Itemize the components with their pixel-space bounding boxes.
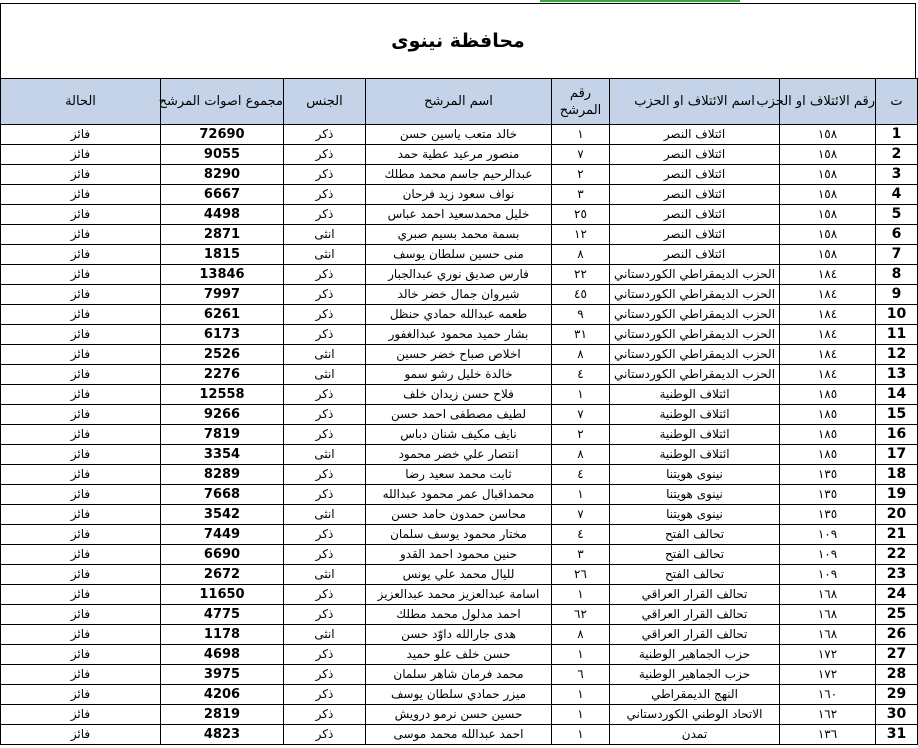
row-votes-cell[interactable]: 7449 <box>161 525 284 545</box>
row-gender-cell[interactable]: ذكر <box>284 205 366 225</box>
row-status-cell[interactable]: فائز <box>1 445 161 465</box>
row-status-cell[interactable]: فائز <box>1 165 161 185</box>
row-seq-cell[interactable]: 10 <box>876 305 918 325</box>
table-row <box>1 345 918 365</box>
row-votes-cell[interactable]: 6667 <box>161 185 284 205</box>
row-gender-cell[interactable]: ذكر <box>284 545 366 565</box>
row-votes-cell[interactable]: 1815 <box>161 245 284 265</box>
row-candidate-number-cell[interactable]: ١ <box>552 645 610 665</box>
row-candidate-number-cell[interactable]: ٨ <box>552 245 610 265</box>
row-list-name-cell[interactable]: نينوى هويتنا <box>610 465 780 485</box>
row-status-cell[interactable]: فائز <box>1 605 161 625</box>
row-gender-cell[interactable]: انثى <box>284 625 366 645</box>
row-list-name-cell[interactable]: نينوى هويتنا <box>610 505 780 525</box>
row-list-number-cell[interactable]: ١٨٥ <box>780 385 876 405</box>
row-list-name-cell[interactable]: تحالف القرار العراقي <box>610 625 780 645</box>
row-votes-cell[interactable]: 6173 <box>161 325 284 345</box>
row-list-name-cell[interactable]: الحزب الديمقراطي الكوردستاني <box>610 325 780 345</box>
row-list-name-cell[interactable]: ائتلاف الوطنية <box>610 385 780 405</box>
row-gender-cell[interactable]: انثى <box>284 345 366 365</box>
row-list-name-cell[interactable]: ائتلاف النصر <box>610 225 780 245</box>
row-gender-cell[interactable]: ذكر <box>284 705 366 725</box>
row-list-number-cell[interactable]: ١٨٤ <box>780 285 876 305</box>
row-list-name-cell[interactable]: ائتلاف النصر <box>610 205 780 225</box>
row-list-number-cell[interactable]: ١٨٤ <box>780 305 876 325</box>
row-candidate-name-cell[interactable]: نايف مكيف شنان دباس <box>366 425 552 445</box>
row-votes-cell[interactable]: 2819 <box>161 705 284 725</box>
header-gender[interactable]: الجنس <box>284 79 366 125</box>
row-candidate-number-cell[interactable]: ٤ <box>552 365 610 385</box>
table-row <box>1 325 918 345</box>
table-row <box>1 485 918 505</box>
row-candidate-number-cell[interactable]: ٢ <box>552 165 610 185</box>
row-seq-cell[interactable]: 12 <box>876 345 918 365</box>
row-list-number-cell[interactable]: ١٨٤ <box>780 325 876 345</box>
row-status-cell[interactable]: فائز <box>1 705 161 725</box>
row-votes-cell[interactable]: 7819 <box>161 425 284 445</box>
row-seq-cell[interactable]: 15 <box>876 405 918 425</box>
row-seq-cell[interactable]: 26 <box>876 625 918 645</box>
row-votes-cell[interactable]: 7997 <box>161 285 284 305</box>
row-candidate-name-cell[interactable]: مختار محمود يوسف سلمان <box>366 525 552 545</box>
row-seq-cell[interactable]: 4 <box>876 185 918 205</box>
row-list-number-cell[interactable]: ١٣٥ <box>780 485 876 505</box>
table-row <box>1 545 918 565</box>
row-gender-cell[interactable]: ذكر <box>284 645 366 665</box>
row-list-name-cell[interactable]: تحالف الفتح <box>610 565 780 585</box>
row-gender-cell[interactable]: ذكر <box>284 585 366 605</box>
row-status-cell[interactable]: فائز <box>1 225 161 245</box>
table-row <box>1 725 918 745</box>
row-list-name-cell[interactable]: الحزب الديمقراطي الكوردستاني <box>610 285 780 305</box>
row-gender-cell[interactable]: انثى <box>284 445 366 465</box>
row-candidate-number-cell[interactable]: ١ <box>552 725 610 745</box>
row-status-cell[interactable]: فائز <box>1 525 161 545</box>
row-status-cell[interactable]: فائز <box>1 505 161 525</box>
row-gender-cell[interactable]: انثى <box>284 365 366 385</box>
row-gender-cell[interactable]: ذكر <box>284 465 366 485</box>
row-list-number-cell[interactable]: ١٦٨ <box>780 585 876 605</box>
row-candidate-name-cell[interactable]: محمداقبال عمر محمود عبدالله <box>366 485 552 505</box>
row-list-name-cell[interactable]: الاتحاد الوطني الكوردستاني <box>610 705 780 725</box>
row-candidate-number-cell[interactable]: ١٢ <box>552 225 610 245</box>
table-row <box>1 145 918 165</box>
row-candidate-number-cell[interactable]: ١ <box>552 385 610 405</box>
table-row <box>1 605 918 625</box>
row-list-number-cell[interactable]: ١٦٨ <box>780 605 876 625</box>
row-votes-cell[interactable]: 4775 <box>161 605 284 625</box>
row-candidate-number-cell[interactable]: ٢٦ <box>552 565 610 585</box>
row-votes-cell[interactable]: 2526 <box>161 345 284 365</box>
header-votes[interactable]: مجموع اصوات المرشح <box>161 79 284 125</box>
row-candidate-number-cell[interactable]: ٤ <box>552 465 610 485</box>
row-candidate-name-cell[interactable]: ثابت محمد سعيد رضا <box>366 465 552 485</box>
table-row <box>1 285 918 305</box>
table-row <box>1 245 918 265</box>
row-candidate-name-cell[interactable]: خالدة خليل رشو سمو <box>366 365 552 385</box>
row-status-cell[interactable]: فائز <box>1 345 161 365</box>
row-votes-cell[interactable]: 1178 <box>161 625 284 645</box>
row-list-number-cell[interactable]: ١٣٦ <box>780 725 876 745</box>
header-list-number[interactable]: رقم الائتلاف او الحزب <box>780 79 876 125</box>
row-list-number-cell[interactable]: ١٦٠ <box>780 685 876 705</box>
row-status-cell[interactable]: فائز <box>1 385 161 405</box>
row-list-name-cell[interactable]: الحزب الديمقراطي الكوردستاني <box>610 345 780 365</box>
row-gender-cell[interactable]: انثى <box>284 505 366 525</box>
row-votes-cell[interactable]: 2871 <box>161 225 284 245</box>
header-candidate-number[interactable]: رقم المرشح <box>552 79 610 125</box>
row-candidate-name-cell[interactable]: نواف سعود زيد فرحان <box>366 185 552 205</box>
row-gender-cell[interactable]: ذكر <box>284 285 366 305</box>
row-candidate-name-cell[interactable]: فلاح حسن زيدان خلف <box>366 385 552 405</box>
row-candidate-name-cell[interactable]: فارس صديق نوري عبدالجبار <box>366 265 552 285</box>
row-status-cell[interactable]: فائز <box>1 425 161 445</box>
row-candidate-name-cell[interactable]: بشار حميد محمود عبدالغفور <box>366 325 552 345</box>
row-gender-cell[interactable]: ذكر <box>284 185 366 205</box>
row-seq-cell[interactable]: 17 <box>876 445 918 465</box>
row-candidate-name-cell[interactable]: بسمة محمد بسيم صبري <box>366 225 552 245</box>
row-seq-cell[interactable]: 6 <box>876 225 918 245</box>
row-votes-cell[interactable]: 6690 <box>161 545 284 565</box>
row-votes-cell[interactable]: 2672 <box>161 565 284 585</box>
row-candidate-number-cell[interactable]: ٧ <box>552 505 610 525</box>
table-row <box>1 445 918 465</box>
row-gender-cell[interactable]: ذكر <box>284 265 366 285</box>
row-seq-cell[interactable]: 19 <box>876 485 918 505</box>
row-list-number-cell[interactable]: ١٥٨ <box>780 125 876 145</box>
row-seq-cell[interactable]: 25 <box>876 605 918 625</box>
row-list-number-cell[interactable]: ١٥٨ <box>780 145 876 165</box>
row-votes-cell[interactable]: 8290 <box>161 165 284 185</box>
selection-indicator <box>540 0 740 2</box>
title-cell[interactable] <box>0 3 916 78</box>
row-list-name-cell[interactable]: تحالف الفتح <box>610 545 780 565</box>
row-candidate-name-cell[interactable]: شيروان جمال خضر خالد <box>366 285 552 305</box>
row-candidate-name-cell[interactable]: ميزر حمادي سلطان يوسف <box>366 685 552 705</box>
row-candidate-number-cell[interactable]: ٨ <box>552 345 610 365</box>
header-candidate-name[interactable]: اسم المرشح <box>366 79 552 125</box>
row-candidate-number-cell[interactable]: ١ <box>552 585 610 605</box>
row-candidate-name-cell[interactable]: احمد عبدالله محمد موسى <box>366 725 552 745</box>
row-status-cell[interactable]: فائز <box>1 245 161 265</box>
row-status-cell[interactable]: فائز <box>1 365 161 385</box>
row-status-cell[interactable]: فائز <box>1 485 161 505</box>
row-candidate-number-cell[interactable]: ٦٢ <box>552 605 610 625</box>
row-votes-cell[interactable]: 8289 <box>161 465 284 485</box>
row-candidate-number-cell[interactable]: ٢٢ <box>552 265 610 285</box>
row-gender-cell[interactable]: ذكر <box>284 725 366 745</box>
row-list-name-cell[interactable]: ائتلاف النصر <box>610 245 780 265</box>
page-title: محافظة نينوى <box>391 30 525 52</box>
table-row <box>1 645 918 665</box>
row-list-number-cell[interactable]: ١٨٤ <box>780 265 876 285</box>
row-list-number-cell[interactable]: ١٠٩ <box>780 525 876 545</box>
table-row <box>1 705 918 725</box>
row-seq-cell[interactable]: 3 <box>876 165 918 185</box>
row-list-name-cell[interactable]: ائتلاف الوطنية <box>610 445 780 465</box>
row-seq-cell[interactable]: 30 <box>876 705 918 725</box>
row-status-cell[interactable]: فائز <box>1 185 161 205</box>
row-candidate-number-cell[interactable]: ٧ <box>552 405 610 425</box>
row-seq-cell[interactable]: 13 <box>876 365 918 385</box>
header-status[interactable]: الحالة <box>1 79 161 125</box>
table-row <box>1 125 918 145</box>
row-votes-cell[interactable]: 4823 <box>161 725 284 745</box>
row-list-name-cell[interactable]: الحزب الديمقراطي الكوردستاني <box>610 365 780 385</box>
row-seq-cell[interactable]: 9 <box>876 285 918 305</box>
row-candidate-name-cell[interactable]: خالد متعب ياسين حسن <box>366 125 552 145</box>
row-list-number-cell[interactable]: ١٨٥ <box>780 405 876 425</box>
row-votes-cell[interactable]: 11650 <box>161 585 284 605</box>
row-candidate-name-cell[interactable]: انتصار علي خضر محمود <box>366 445 552 465</box>
row-candidate-name-cell[interactable]: حنين محمود احمد القدو <box>366 545 552 565</box>
row-candidate-name-cell[interactable]: هدى جارالله داوّد حسن <box>366 625 552 645</box>
row-list-name-cell[interactable]: ائتلاف النصر <box>610 125 780 145</box>
row-list-number-cell[interactable]: ١٥٨ <box>780 165 876 185</box>
row-votes-cell[interactable]: 9266 <box>161 405 284 425</box>
row-list-name-cell[interactable]: الحزب الديمقراطي الكوردستاني <box>610 265 780 285</box>
row-list-name-cell[interactable]: الحزب الديمقراطي الكوردستاني <box>610 305 780 325</box>
header-list-name[interactable]: اسم الائتلاف او الحزب <box>610 79 780 125</box>
row-status-cell[interactable]: فائز <box>1 685 161 705</box>
row-gender-cell[interactable]: ذكر <box>284 405 366 425</box>
row-votes-cell[interactable]: 12558 <box>161 385 284 405</box>
row-gender-cell[interactable]: ذكر <box>284 145 366 165</box>
row-candidate-number-cell[interactable]: ٢ <box>552 425 610 445</box>
row-candidate-name-cell[interactable]: حسين حسن نرمو درويش <box>366 705 552 725</box>
row-list-number-cell[interactable]: ١٧٢ <box>780 645 876 665</box>
row-seq-cell[interactable]: 5 <box>876 205 918 225</box>
row-list-number-cell[interactable]: ١٥٨ <box>780 245 876 265</box>
row-candidate-name-cell[interactable]: اسامة عبدالعزيز محمد عبدالعزيز <box>366 585 552 605</box>
row-gender-cell[interactable]: ذكر <box>284 165 366 185</box>
row-status-cell[interactable]: فائز <box>1 205 161 225</box>
row-gender-cell[interactable]: ذكر <box>284 125 366 145</box>
row-candidate-number-cell[interactable]: ٦ <box>552 665 610 685</box>
row-seq-cell[interactable]: 29 <box>876 685 918 705</box>
row-seq-cell[interactable]: 27 <box>876 645 918 665</box>
row-seq-cell[interactable]: 18 <box>876 465 918 485</box>
row-status-cell[interactable]: فائز <box>1 125 161 145</box>
row-gender-cell[interactable]: ذكر <box>284 485 366 505</box>
results-table <box>0 78 918 745</box>
row-candidate-name-cell[interactable]: طعمه عبدالله حمادي حنظل <box>366 305 552 325</box>
row-votes-cell[interactable]: 4206 <box>161 685 284 705</box>
row-seq-cell[interactable]: 23 <box>876 565 918 585</box>
row-seq-cell[interactable]: 16 <box>876 425 918 445</box>
table-row <box>1 225 918 245</box>
row-list-name-cell[interactable]: تحالف القرار العراقي <box>610 605 780 625</box>
row-seq-cell[interactable]: 11 <box>876 325 918 345</box>
row-list-name-cell[interactable]: النهج الديمقراطي <box>610 685 780 705</box>
row-seq-cell[interactable]: 24 <box>876 585 918 605</box>
row-status-cell[interactable]: فائز <box>1 725 161 745</box>
row-candidate-number-cell[interactable]: ١ <box>552 685 610 705</box>
row-seq-cell[interactable]: 20 <box>876 505 918 525</box>
row-seq-cell[interactable]: 2 <box>876 145 918 165</box>
table-row <box>1 425 918 445</box>
row-candidate-name-cell[interactable]: احمد مدلول محمد مطلك <box>366 605 552 625</box>
row-candidate-number-cell[interactable]: ١ <box>552 125 610 145</box>
row-status-cell[interactable]: فائز <box>1 465 161 485</box>
row-candidate-name-cell[interactable]: خليل محمدسعيد احمد عباس <box>366 205 552 225</box>
row-gender-cell[interactable]: ذكر <box>284 685 366 705</box>
row-list-name-cell[interactable]: حزب الجماهير الوطنية <box>610 645 780 665</box>
row-list-name-cell[interactable]: تمدن <box>610 725 780 745</box>
header-row <box>1 79 918 125</box>
row-votes-cell[interactable]: 3975 <box>161 665 284 685</box>
row-status-cell[interactable]: فائز <box>1 325 161 345</box>
row-votes-cell[interactable]: 7668 <box>161 485 284 505</box>
table-row <box>1 625 918 645</box>
row-list-name-cell[interactable]: ائتلاف الوطنية <box>610 425 780 445</box>
row-gender-cell[interactable]: ذكر <box>284 525 366 545</box>
row-candidate-name-cell[interactable]: حسن خلف علو حميد <box>366 645 552 665</box>
row-candidate-name-cell[interactable]: لليال محمد علي يونس <box>366 565 552 585</box>
row-seq-cell[interactable]: 14 <box>876 385 918 405</box>
row-list-number-cell[interactable]: ١٦٢ <box>780 705 876 725</box>
row-seq-cell[interactable]: 31 <box>876 725 918 745</box>
row-list-number-cell[interactable]: ١٦٨ <box>780 625 876 645</box>
table-row <box>1 305 918 325</box>
row-candidate-number-cell[interactable]: ٤٥ <box>552 285 610 305</box>
row-list-name-cell[interactable]: ائتلاف النصر <box>610 165 780 185</box>
row-list-number-cell[interactable]: ١٨٤ <box>780 365 876 385</box>
row-list-name-cell[interactable]: تحالف القرار العراقي <box>610 585 780 605</box>
row-list-name-cell[interactable]: ائتلاف النصر <box>610 185 780 205</box>
row-gender-cell[interactable]: ذكر <box>284 305 366 325</box>
table-row <box>1 205 918 225</box>
table-row <box>1 365 918 385</box>
table-row <box>1 525 918 545</box>
row-seq-cell[interactable]: 22 <box>876 545 918 565</box>
row-list-number-cell[interactable]: ١٣٥ <box>780 505 876 525</box>
header-seq[interactable]: ت <box>876 79 918 125</box>
row-candidate-number-cell[interactable]: ٨ <box>552 625 610 645</box>
row-seq-cell[interactable]: 7 <box>876 245 918 265</box>
table-row <box>1 685 918 705</box>
row-status-cell[interactable]: فائز <box>1 405 161 425</box>
row-list-number-cell[interactable]: ١٥٨ <box>780 225 876 245</box>
row-gender-cell[interactable]: انثى <box>284 225 366 245</box>
row-candidate-name-cell[interactable]: منصور مرعيد عطية حمد <box>366 145 552 165</box>
row-gender-cell[interactable]: انثى <box>284 245 366 265</box>
row-list-number-cell[interactable]: ١٥٨ <box>780 205 876 225</box>
row-candidate-number-cell[interactable]: ٧ <box>552 145 610 165</box>
row-votes-cell[interactable]: 2276 <box>161 365 284 385</box>
row-votes-cell[interactable]: 72690 <box>161 125 284 145</box>
row-status-cell[interactable]: فائز <box>1 585 161 605</box>
row-candidate-number-cell[interactable]: ١ <box>552 705 610 725</box>
row-votes-cell[interactable]: 4498 <box>161 205 284 225</box>
row-candidate-name-cell[interactable]: محمد فرمان شاهر سلمان <box>366 665 552 685</box>
row-candidate-name-cell[interactable]: لطيف مصطفى احمد حسن <box>366 405 552 425</box>
table-row <box>1 265 918 285</box>
row-list-number-cell[interactable]: ١٨٤ <box>780 345 876 365</box>
row-votes-cell[interactable]: 13846 <box>161 265 284 285</box>
row-status-cell[interactable]: فائز <box>1 305 161 325</box>
table-row <box>1 565 918 585</box>
row-gender-cell[interactable]: ذكر <box>284 605 366 625</box>
row-status-cell[interactable]: فائز <box>1 545 161 565</box>
row-votes-cell[interactable]: 3542 <box>161 505 284 525</box>
row-list-name-cell[interactable]: تحالف الفتح <box>610 525 780 545</box>
row-votes-cell[interactable]: 3354 <box>161 445 284 465</box>
row-gender-cell[interactable]: ذكر <box>284 385 366 405</box>
row-candidate-name-cell[interactable]: محاسن حمدون حامد حسن <box>366 505 552 525</box>
row-seq-cell[interactable]: 1 <box>876 125 918 145</box>
row-list-name-cell[interactable]: ائتلاف النصر <box>610 145 780 165</box>
row-candidate-number-cell[interactable]: ٩ <box>552 305 610 325</box>
row-gender-cell[interactable]: ذكر <box>284 325 366 345</box>
table-row <box>1 385 918 405</box>
row-list-number-cell[interactable]: ١٥٨ <box>780 185 876 205</box>
row-list-number-cell[interactable]: ١٣٥ <box>780 465 876 485</box>
row-candidate-number-cell[interactable]: ٣١ <box>552 325 610 345</box>
row-candidate-number-cell[interactable]: ٢٥ <box>552 205 610 225</box>
table-row <box>1 165 918 185</box>
row-candidate-number-cell[interactable]: ٤ <box>552 525 610 545</box>
row-seq-cell[interactable]: 28 <box>876 665 918 685</box>
row-list-name-cell[interactable]: حزب الجماهير الوطنية <box>610 665 780 685</box>
row-gender-cell[interactable]: ذكر <box>284 425 366 445</box>
row-status-cell[interactable]: فائز <box>1 265 161 285</box>
row-candidate-name-cell[interactable]: منى حسين سلطان يوسف <box>366 245 552 265</box>
row-status-cell[interactable]: فائز <box>1 625 161 645</box>
row-gender-cell[interactable]: انثى <box>284 565 366 585</box>
row-list-name-cell[interactable]: ائتلاف الوطنية <box>610 405 780 425</box>
table-row <box>1 665 918 685</box>
row-list-number-cell[interactable]: ١٨٥ <box>780 445 876 465</box>
row-candidate-name-cell[interactable]: اخلاص صباح خضر حسين <box>366 345 552 365</box>
row-candidate-name-cell[interactable]: عبدالرحيم جاسم محمد مطلك <box>366 165 552 185</box>
row-list-number-cell[interactable]: ١٠٩ <box>780 565 876 585</box>
row-seq-cell[interactable]: 8 <box>876 265 918 285</box>
row-seq-cell[interactable]: 21 <box>876 525 918 545</box>
table-row <box>1 405 918 425</box>
row-candidate-number-cell[interactable]: ٣ <box>552 185 610 205</box>
table-row <box>1 465 918 485</box>
row-status-cell[interactable]: فائز <box>1 285 161 305</box>
row-list-number-cell[interactable]: ١٨٥ <box>780 425 876 445</box>
row-status-cell[interactable]: فائز <box>1 565 161 585</box>
row-status-cell[interactable]: فائز <box>1 645 161 665</box>
row-list-number-cell[interactable]: ١٠٩ <box>780 545 876 565</box>
table-row <box>1 185 918 205</box>
row-candidate-number-cell[interactable]: ٨ <box>552 445 610 465</box>
row-status-cell[interactable]: فائز <box>1 665 161 685</box>
row-candidate-number-cell[interactable]: ٣ <box>552 545 610 565</box>
row-votes-cell[interactable]: 4698 <box>161 645 284 665</box>
table-row <box>1 505 918 525</box>
row-votes-cell[interactable]: 9055 <box>161 145 284 165</box>
row-gender-cell[interactable]: ذكر <box>284 665 366 685</box>
row-votes-cell[interactable]: 6261 <box>161 305 284 325</box>
row-list-number-cell[interactable]: ١٧٢ <box>780 665 876 685</box>
row-status-cell[interactable]: فائز <box>1 145 161 165</box>
row-list-name-cell[interactable]: نينوى هويتنا <box>610 485 780 505</box>
row-candidate-number-cell[interactable]: ١ <box>552 485 610 505</box>
table-row <box>1 585 918 605</box>
